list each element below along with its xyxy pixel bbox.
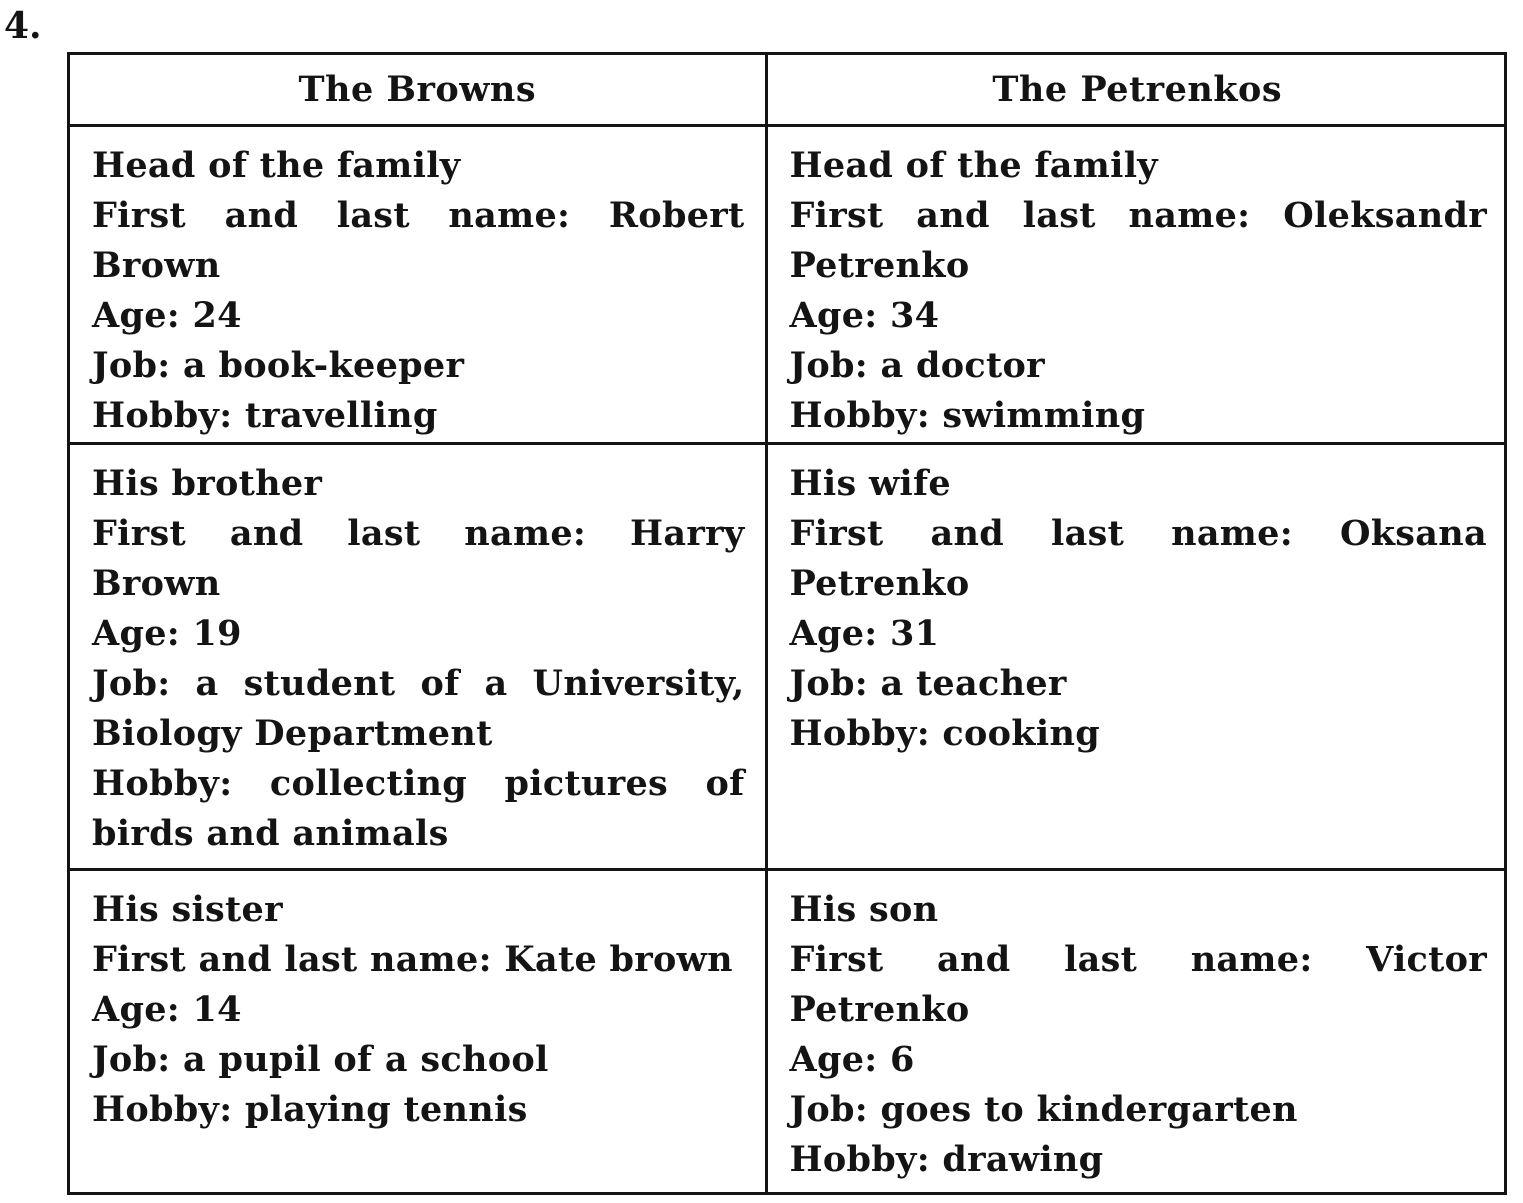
browns-member-cell [70,869,766,1192]
member-age: Age: 14 [92,988,242,1030]
member-hobby: Hobby: playing tennis [92,1088,528,1130]
browns-member-cell [70,443,766,869]
member-role: His sister [92,888,283,930]
member-name: First and last name: Harry Brown [92,512,745,604]
member-age: Age: 19 [92,612,242,654]
table-row [70,125,1507,443]
member-age: Age: 24 [92,294,242,336]
member-hobby: Hobby: drawing [789,1138,1104,1180]
browns-member-cell [70,125,766,443]
member-age: Age: 6 [789,1038,915,1080]
family-comparison-table [67,52,1507,1195]
member-hobby: Hobby: collecting pictures of birds and animals [92,762,745,854]
member-job: Job: a doctor [789,344,1045,386]
table-row [70,869,1507,1192]
member-job: Job: a book-keeper [92,344,465,386]
member-age: Age: 34 [789,294,940,336]
member-role: Head of the family [789,144,1158,186]
member-role: His brother [92,462,323,504]
member-job: Job: a teacher [789,662,1067,704]
member-role: Head of the family [92,144,461,186]
member-job: Job: goes to kindergarten [789,1088,1298,1130]
member-hobby: Hobby: cooking [789,712,1100,754]
member-hobby: Hobby: travelling [92,394,438,436]
petrenkos-member-cell [766,125,1507,443]
member-role: His wife [789,462,951,504]
member-role: His son [789,888,939,930]
member-job: Job: a pupil of a school [92,1038,549,1080]
member-age: Age: 31 [789,612,940,654]
member-name: First and last name: Victor Petrenko [789,938,1487,1030]
petrenkos-member-cell [766,869,1507,1192]
member-hobby: Hobby: swimming [789,394,1146,436]
member-name: First and last name: Robert Brown [92,194,745,286]
header-petrenkos: The Petrenkos [766,55,1507,125]
table-row [70,443,1507,869]
petrenkos-member-cell [766,443,1507,869]
exercise-number: 4. [4,5,42,47]
header-browns: The Browns [70,55,766,125]
member-job: Job: a student of a University, Biology Department [92,662,745,754]
member-name: First and last name: Kate brown [92,938,733,980]
table-header-row [70,55,1507,125]
member-name: First and last name: Oksana Petrenko [789,512,1487,604]
member-name: First and last name: Oleksandr Petrenko [789,194,1487,286]
